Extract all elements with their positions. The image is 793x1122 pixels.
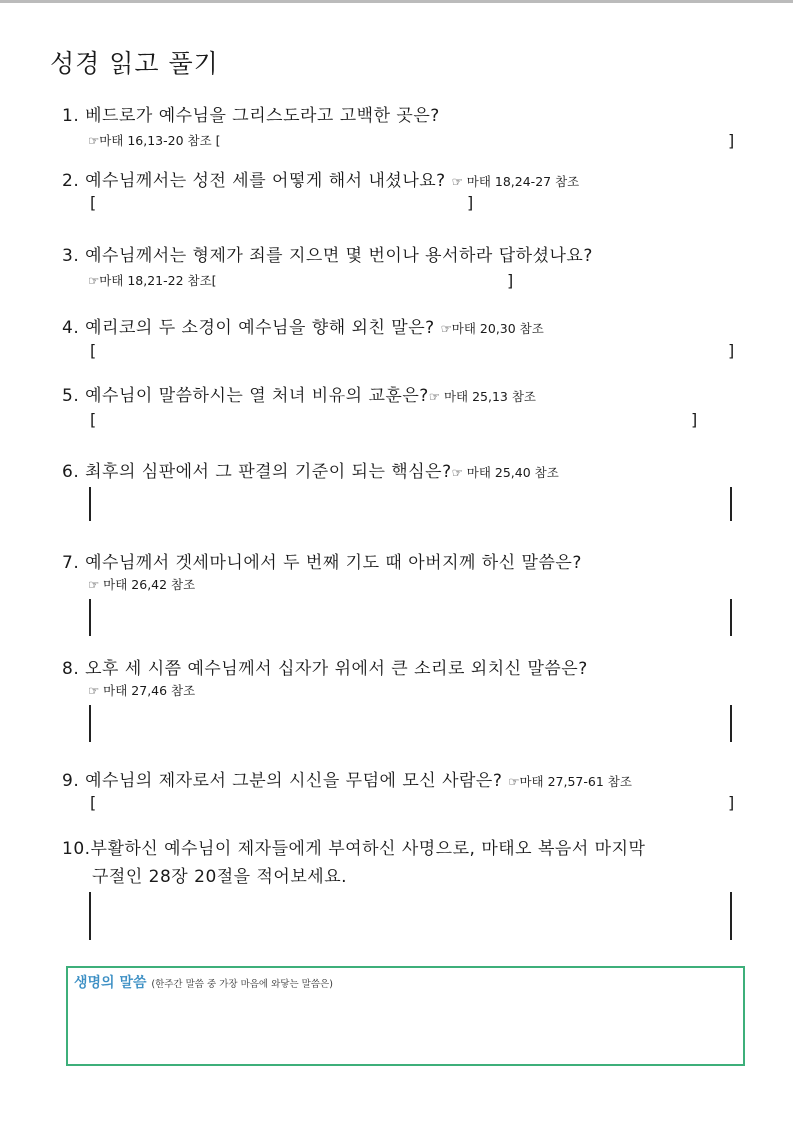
question-9-text: 9. 예수님의 제자로서 그분의 시신을 무덤에 모신 사람은? <box>62 771 503 791</box>
question-7-ref: ☞ 마태 26,42 참조 <box>88 577 196 592</box>
question-3-ref: ☞마태 18,21-22 참조[ <box>88 273 217 288</box>
word-of-life-subtitle: (한주간 말씀 중 가장 마음에 와닿는 말씀은) <box>151 979 333 990</box>
question-4-ref: ☞마태 20,30 참조 <box>440 321 544 336</box>
question-3-close-bracket: ] <box>507 271 514 290</box>
question-6-close-bracket <box>730 487 732 521</box>
question-9-open-bracket: [ <box>90 793 97 812</box>
question-10-close-bracket <box>730 892 732 940</box>
question-10-text: 10.부활하신 예수님이 제자들에게 부여하신 사명으로, 마태오 복음서 마지막 <box>62 839 646 859</box>
question-7 <box>62 548 582 573</box>
question-9-close-bracket: ] <box>728 793 735 812</box>
question-5-close-bracket: ] <box>691 410 698 429</box>
question-5-text: 5. 예수님이 말씀하시는 열 처녀 비유의 교훈은? <box>62 386 429 406</box>
question-8 <box>62 654 588 679</box>
question-6 <box>62 457 559 482</box>
question-3-text: 3. 예수님께서는 형제가 죄를 지으면 몇 번이나 용서하라 답하셨나요? <box>62 246 593 266</box>
question-4-text: 4. 예리코의 두 소경이 예수님을 향해 외친 말은? <box>62 318 435 338</box>
page-top-edge <box>0 0 793 3</box>
question-8-text: 8. 오후 세 시쯤 예수님께서 십자가 위에서 큰 소리로 외치신 말씀은? <box>62 659 588 679</box>
question-2-ref: ☞ 마태 18,24-27 참조 <box>451 174 580 189</box>
question-4 <box>62 313 544 338</box>
question-9 <box>62 766 632 791</box>
question-9-ref: ☞마태 27,57-61 참조 <box>508 774 632 789</box>
question-10-open-bracket <box>89 892 91 940</box>
question-6-open-bracket <box>89 487 91 521</box>
question-2-close-bracket: ] <box>467 193 474 212</box>
question-1-ref: ☞마태 16,13-20 참조 [ <box>88 133 221 148</box>
question-5-open-bracket: [ <box>90 410 97 429</box>
question-7-close-bracket <box>730 599 732 636</box>
question-1-close-bracket: ] <box>728 131 735 150</box>
word-of-life-heading <box>74 972 333 992</box>
question-5-ref: ☞ 마태 25,13 참조 <box>428 389 536 404</box>
question-2 <box>62 166 579 191</box>
question-4-open-bracket: [ <box>90 341 97 360</box>
question-2-text: 2. 예수님께서는 성전 세를 어떻게 해서 내셨나요? <box>62 171 446 191</box>
question-3 <box>62 241 593 266</box>
word-of-life-title: 생명의 말씀 <box>74 975 147 991</box>
question-8-close-bracket <box>730 705 732 742</box>
question-8-open-bracket <box>89 705 91 742</box>
question-7-text: 7. 예수님께서 겟세마니에서 두 번째 기도 때 아버지께 하신 말씀은? <box>62 553 582 573</box>
question-8-ref: ☞ 마태 27,46 참조 <box>88 683 196 698</box>
question-2-open-bracket: [ <box>90 193 97 212</box>
word-of-life-box <box>66 966 745 1066</box>
question-5 <box>62 381 536 406</box>
question-6-ref: ☞ 마태 25,40 참조 <box>451 465 559 480</box>
question-7-open-bracket <box>89 599 91 636</box>
question-6-text: 6. 최후의 심판에서 그 판결의 기준이 되는 핵심은? <box>62 462 452 482</box>
page-title: 성경 읽고 풀기 <box>50 49 219 78</box>
question-10 <box>62 834 645 859</box>
question-1 <box>62 101 440 126</box>
question-1-text: 1. 베드로가 예수님을 그리스도라고 고백한 곳은? <box>62 106 440 126</box>
question-10-text2: 구절인 28장 20절을 적어보세요. <box>92 867 348 887</box>
question-10-line2 <box>92 862 347 887</box>
question-4-close-bracket: ] <box>728 341 735 360</box>
